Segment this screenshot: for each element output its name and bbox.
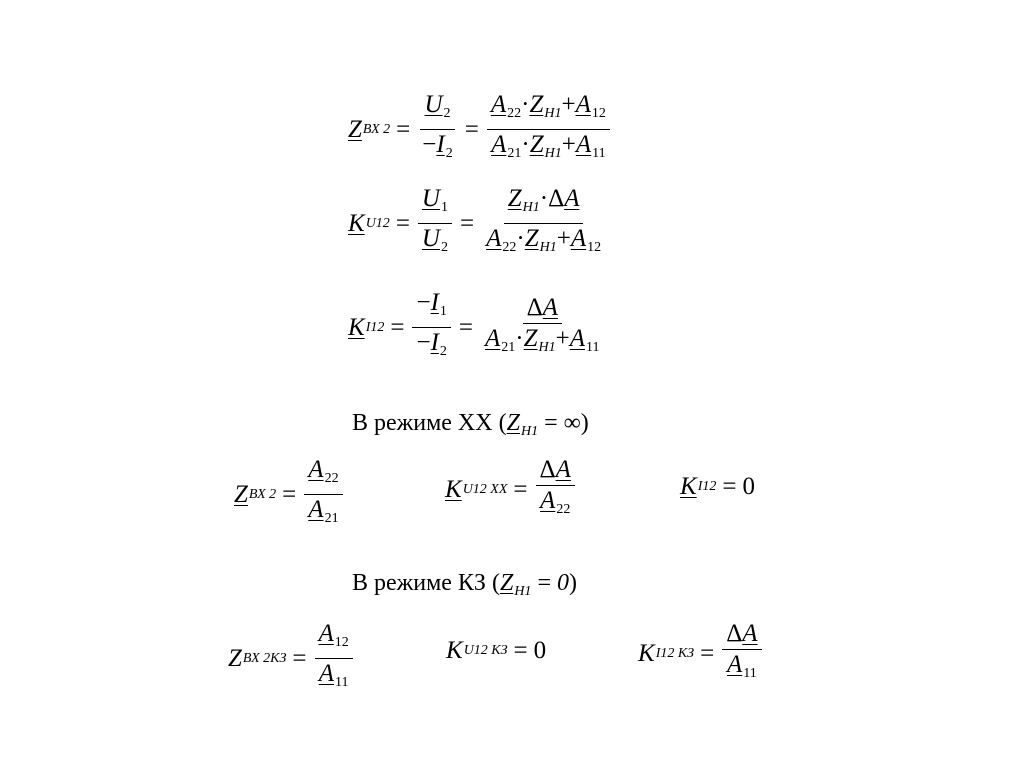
fraction	[536, 455, 575, 525]
numerator	[412, 288, 450, 328]
caption-xx-mode	[352, 410, 589, 440]
equals-sign: =	[458, 313, 474, 341]
numerator	[536, 455, 575, 486]
subscript: 2	[443, 106, 451, 121]
equals-sign: =	[390, 313, 405, 341]
subscript: I12	[365, 319, 385, 335]
plus-sign: +	[555, 324, 570, 352]
i-symbol: I	[436, 131, 445, 158]
plus-sign: +	[561, 91, 576, 118]
subscript: H1	[520, 424, 539, 439]
a-symbol: A	[742, 620, 758, 647]
subscript: 22	[507, 106, 522, 121]
i-symbol: I	[430, 329, 439, 356]
plus-sign: +	[556, 225, 571, 252]
subscript: U12	[365, 215, 390, 231]
formula-zvx2-xx	[234, 455, 345, 534]
denominator	[482, 224, 605, 263]
minus-sign: −	[416, 289, 431, 316]
minus-sign: −	[422, 131, 437, 158]
denominator	[315, 659, 353, 698]
subscript: 11	[592, 146, 606, 161]
equals-sign: =	[282, 480, 297, 508]
fraction-i1-over-i2	[412, 288, 450, 367]
delta-symbol: Δ	[548, 185, 565, 212]
subscript: H1	[538, 339, 556, 355]
subscript: 12	[334, 635, 349, 650]
subscript: 22	[324, 471, 339, 486]
delta-symbol: Δ	[526, 293, 543, 321]
value-zero: 0	[556, 570, 569, 596]
denominator	[723, 650, 761, 689]
caption-text: В режиме ХХ (	[352, 410, 507, 436]
a-symbol: A	[540, 487, 556, 514]
z-symbol: Z	[523, 324, 538, 352]
subscript: 22	[502, 240, 517, 255]
k-symbol: K	[680, 473, 697, 500]
plus-sign: +	[561, 131, 576, 158]
value-zero: 0	[533, 637, 547, 664]
z-symbol: Z	[529, 131, 544, 158]
caption-text: )	[568, 570, 577, 596]
z-symbol: Z	[499, 570, 514, 596]
u-symbol: U	[421, 185, 440, 212]
a-symbol: A	[318, 620, 334, 647]
u-symbol: U	[424, 91, 443, 118]
subscript: 11	[586, 339, 600, 355]
fraction-a-params	[482, 184, 605, 263]
subscript: ВХ 2	[248, 486, 277, 502]
a-symbol: A	[569, 324, 586, 352]
dot-operator: ·	[521, 131, 530, 158]
fraction-a-params	[487, 90, 610, 169]
numerator	[420, 90, 454, 130]
denominator	[481, 324, 604, 363]
subscript: 2	[440, 240, 448, 255]
z-symbol: Z	[228, 644, 242, 672]
equals-sign: =	[700, 640, 715, 667]
formula-zvx2	[348, 90, 612, 169]
formula-ki12-kz	[638, 619, 764, 689]
fraction-u1-over-u2	[418, 184, 452, 263]
z-symbol: Z	[506, 410, 520, 436]
a-symbol: A	[318, 660, 335, 687]
subscript: ВХ 2	[362, 121, 391, 137]
a-symbol: A	[726, 651, 743, 678]
a-symbol: A	[575, 131, 592, 158]
subscript: 21	[324, 511, 339, 526]
z-symbol: Z	[524, 225, 539, 252]
k-symbol: K	[348, 313, 365, 341]
formula-ki12-xx	[680, 473, 755, 501]
minus-sign: −	[416, 329, 431, 356]
subscript: 12	[591, 106, 606, 121]
subscript: H1	[522, 200, 540, 215]
k-symbol: K	[446, 637, 463, 664]
caption-kz-mode	[352, 570, 577, 600]
a-symbol: A	[486, 225, 502, 252]
subscript: H1	[544, 146, 562, 161]
a-symbol: A	[564, 185, 580, 212]
numerator	[487, 90, 610, 130]
a-symbol: A	[308, 496, 324, 523]
formula-ku12-kz	[446, 637, 546, 665]
equals-sign: =	[513, 476, 528, 503]
equals-sign: =	[395, 209, 410, 237]
denominator	[418, 130, 456, 169]
value-zero: 0	[742, 473, 755, 500]
z-symbol: Z	[507, 185, 522, 212]
a-symbol: A	[308, 456, 324, 483]
subscript: 1	[439, 304, 447, 319]
subscript: H1	[514, 584, 532, 599]
u-symbol: U	[421, 225, 440, 252]
formula-ku12	[348, 184, 607, 263]
z-symbol: Z	[529, 91, 544, 118]
denominator	[304, 495, 342, 534]
a-symbol: A	[570, 225, 587, 252]
k-symbol: K	[638, 640, 655, 667]
denominator	[487, 130, 610, 169]
dot-operator: ·	[521, 91, 530, 118]
fraction	[722, 619, 761, 689]
a-symbol: A	[555, 456, 571, 483]
subscript: I12	[697, 479, 717, 494]
equals-sign: =	[396, 115, 411, 143]
fraction	[304, 455, 342, 534]
a-symbol: A	[491, 131, 507, 158]
numerator	[315, 619, 353, 659]
denominator	[412, 328, 450, 367]
subscript: 11	[743, 666, 757, 681]
formula-ku12-xx	[445, 455, 577, 525]
equals-sign: =	[292, 644, 307, 672]
numerator	[504, 184, 584, 224]
subscript: I12 КЗ	[655, 646, 695, 661]
numerator	[523, 293, 562, 324]
fraction	[315, 619, 353, 698]
subscript: H1	[544, 106, 562, 121]
k-symbol: K	[348, 209, 365, 237]
equals-sign: =	[722, 473, 737, 500]
dot-operator: ·	[539, 185, 549, 212]
formula-ki12	[348, 288, 606, 367]
subscript: 1	[440, 200, 448, 215]
a-symbol: A	[490, 91, 507, 118]
denominator	[536, 486, 574, 525]
subscript: 2	[445, 146, 453, 161]
a-symbol: A	[542, 293, 558, 321]
a-symbol: A	[485, 324, 501, 352]
subscript: H1	[539, 240, 557, 255]
subscript: 21	[507, 146, 522, 161]
caption-text: =	[531, 570, 557, 596]
subscript: U12 КЗ	[463, 643, 508, 658]
k-symbol: K	[445, 476, 462, 503]
dot-operator: ·	[516, 225, 525, 252]
subscript: U12 XX	[462, 482, 508, 497]
formula-zvx2-kz	[228, 619, 355, 698]
i-symbol: I	[430, 289, 439, 316]
numerator	[418, 184, 452, 224]
fraction-a-params	[481, 293, 604, 363]
numerator	[304, 455, 342, 495]
numerator	[722, 619, 761, 650]
a-symbol: A	[575, 91, 591, 118]
subscript: 11	[335, 675, 349, 690]
caption-text: = ∞)	[538, 410, 589, 436]
delta-symbol: Δ	[726, 620, 743, 647]
subscript: 21	[501, 339, 516, 355]
caption-text: В режиме КЗ (	[352, 570, 500, 596]
equals-sign: =	[459, 209, 475, 237]
denominator	[418, 224, 452, 263]
z-symbol: Z	[234, 480, 248, 508]
z-symbol: Z	[348, 115, 362, 143]
delta-symbol: Δ	[539, 456, 556, 483]
subscript: ВХ 2КЗ	[242, 650, 287, 666]
subscript: 2	[439, 344, 447, 359]
fraction-u2-over-i2	[418, 90, 456, 169]
subscript: 12	[587, 240, 602, 255]
equals-sign: =	[513, 637, 528, 664]
equals-sign: =	[464, 115, 479, 143]
dot-operator: ·	[515, 324, 524, 352]
subscript: 22	[556, 502, 571, 517]
